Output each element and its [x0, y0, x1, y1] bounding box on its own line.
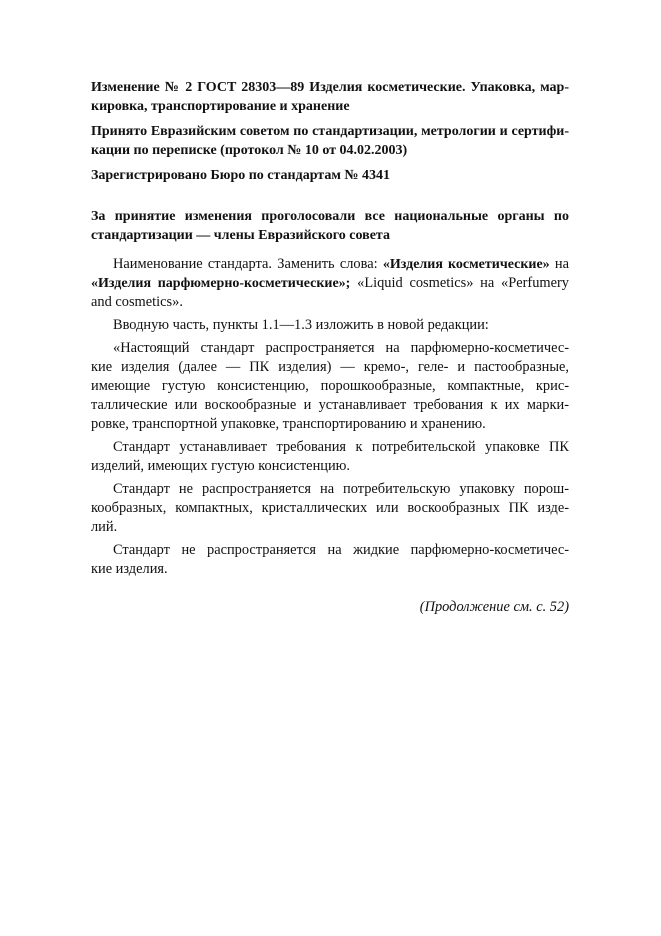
paragraph-line: ровке, транспортной упаковке, транспортированию и хранению.: [91, 416, 486, 432]
paragraph-line: «Настоящий стандарт распространяется на парфюмерно-косметичес-: [113, 340, 569, 356]
paragraph-line: лий.: [91, 519, 118, 535]
paragraph-line: имеющие густую консистенцию, порошкообразные, компактные, крис-: [91, 378, 569, 394]
paragraph-line: Стандарт не распространяется на потребительскую упаковку порош-: [113, 481, 569, 497]
paragraph-line: кообразных, компактных, кристаллических или воскообразных ПК изде-: [91, 500, 569, 516]
paragraph-line: Стандарт не распространяется на жидкие парфюмерно-косметичес-: [113, 542, 569, 558]
amendment-title-line: Изменение № 2 ГОСТ 28303—89 Изделия косметические. Упаковка, мар-: [91, 80, 569, 95]
paragraph-scope: [91, 339, 569, 434]
adoption-info: [91, 122, 569, 160]
document-page: [91, 78, 569, 617]
adoption-line: кации по переписке (протокол № 10 от 04.02.2003): [91, 143, 408, 158]
paragraph-line: таллические или воскообразные и устанавливает требования к их марки-: [91, 397, 569, 413]
paragraph-exclusion-liquids: [91, 541, 569, 579]
votes-line: стандартизации — члены Евразийского совета: [91, 228, 390, 243]
paragraph-line: изделий, имеющих густую консистенцию.: [91, 458, 351, 474]
votes-line: За принятие изменения проголосовали все национальные органы по: [91, 209, 569, 224]
paragraph-title-change: [91, 255, 569, 312]
registration-info: [91, 166, 569, 185]
registration-line: Зарегистрировано Бюро по стандартам № 4341: [91, 168, 390, 183]
paragraph-line: Вводную часть, пункты 1.1—1.3 изложить в новой редакции:: [113, 317, 489, 333]
continuation-note: (Продолжение см. с. 52): [419, 599, 569, 615]
paragraph-intro-change: [91, 316, 569, 335]
text-run: «Liquid cosmetics» на «Perfumery: [350, 275, 569, 291]
paragraph-packaging-requirements: [91, 438, 569, 476]
paragraph-line: [91, 274, 569, 293]
paragraph-exclusion-powders: [91, 480, 569, 537]
paragraph-line: and cosmetics».: [91, 294, 183, 310]
bold-text-run: «Изделия косметические»: [382, 257, 550, 272]
text-run: на: [549, 256, 570, 272]
amendment-header: [91, 78, 569, 116]
paragraph-line: Стандарт устанавливает требования к потребительской упаковке ПК: [113, 439, 569, 455]
bold-text-run: «Изделия парфюмерно-косметические»;: [91, 276, 351, 291]
paragraph-line: [91, 255, 569, 274]
amendment-title-line: кировка, транспортирование и хранение: [91, 99, 350, 114]
paragraph-line: кие изделия.: [91, 561, 168, 577]
adoption-line: Принято Евразийским советом по стандартизации, метрологии и сертифи-: [91, 124, 569, 139]
text-run: Наименование стандарта. Заменить слова:: [113, 256, 383, 272]
paragraph-line: кие изделия (далее — ПК изделия) — кремо-, геле- и пастообразные,: [91, 359, 569, 375]
votes-note: [91, 207, 569, 245]
